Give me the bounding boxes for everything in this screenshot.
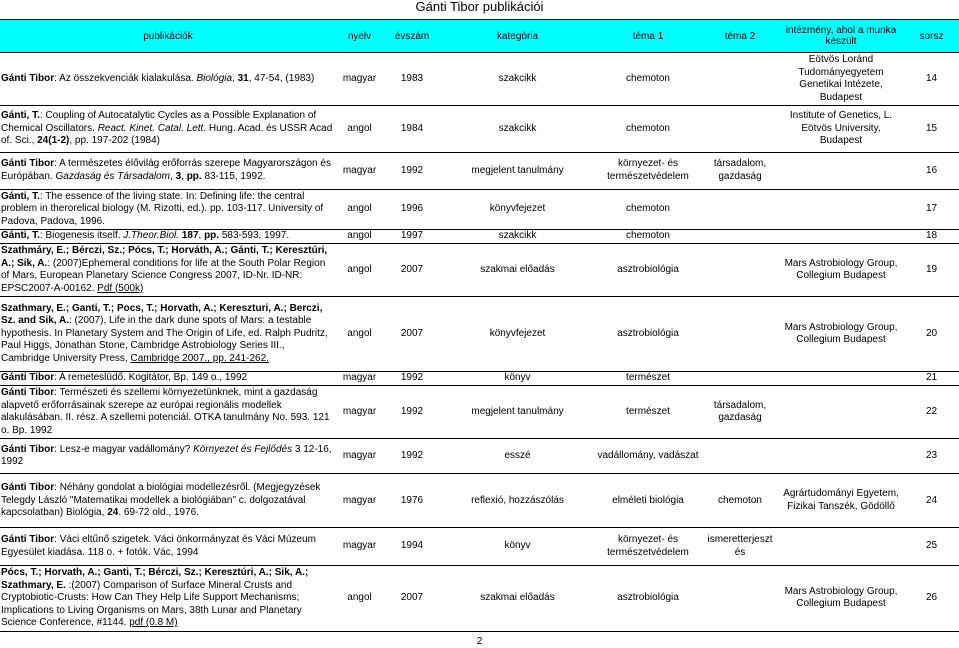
- institution-cell: [778, 386, 904, 439]
- publication-text: :(2007) Comparison of Surface Mineral Crusts and Cryptobiotic-Crusts: How Can They Help Life Support Mechanisms; Implications to Living Organisms on Mars, 38th Lunar and Planetary Science Conference, #1144.: [1, 579, 302, 629]
- serial-number-cell: 20: [925, 327, 938, 339]
- topic2-cell: chemoton: [718, 494, 762, 506]
- serial-number-cell: 17: [925, 203, 938, 215]
- publication-text: 83-115, 1992.: [201, 170, 266, 182]
- table-row: [0, 230, 959, 244]
- table-row: [0, 244, 959, 297]
- table-row: [0, 386, 959, 439]
- publication-authors: Gánti Tibor: [1, 443, 55, 455]
- topic1-cell: chemoton: [626, 72, 670, 84]
- publication-authors: pp.: [204, 230, 220, 242]
- institution-cell: [778, 152, 904, 189]
- category-cell: könyv: [504, 540, 531, 552]
- publication-text: : A természetes élővilág erőforrás szerepe Magyarországon és Európában.: [1, 158, 331, 182]
- publication-text: , pp. 197-202 (1984): [69, 135, 160, 147]
- year-cell: 2007: [400, 592, 424, 604]
- year-cell: 1997: [400, 230, 424, 242]
- topic2-cell: társadalom, gazdaság: [713, 399, 767, 424]
- topic2-cell: [702, 565, 778, 631]
- serial-number-cell: 23: [925, 450, 938, 462]
- topic2-cell: [702, 106, 778, 153]
- language-cell: angol: [347, 203, 372, 215]
- language-cell: magyar: [342, 494, 377, 506]
- topic1-cell: vadállomány, vadászat: [597, 450, 699, 462]
- language-cell: angol: [347, 263, 372, 275]
- table-row: [0, 106, 959, 153]
- publication-authors: Gánti, T.: [1, 230, 40, 242]
- col-header-evszam: évszám: [383, 20, 441, 53]
- publication-authors: 187: [181, 230, 199, 242]
- publication-authors: Szathmary, E.; Ganti, T.; Pocs, T.; Horvath, A.; Kereszturi, A.; Berczi, Sz. and Sik, A.: [1, 302, 323, 327]
- institution-cell: [778, 230, 904, 244]
- institution-cell: Mars Astrobiology Group, Collegium Budapest: [784, 321, 898, 346]
- col-header-kategoria: kategória: [441, 20, 594, 53]
- publication-text: 3 12-16, 1992: [1, 443, 332, 468]
- topic2-cell: [702, 244, 778, 297]
- publication-journal: Gazdaság és Társadalom: [55, 170, 171, 182]
- col-header-publikaciok: publikációk: [0, 20, 336, 53]
- topic2-cell: [702, 297, 778, 372]
- col-header-tema1: téma 1: [594, 20, 702, 53]
- topic2-cell: [702, 439, 778, 474]
- publication-authors: Gánti Tibor: [1, 387, 55, 399]
- table-row: [0, 565, 959, 631]
- publication-text: ,: [198, 230, 205, 242]
- year-cell: 1992: [400, 450, 424, 462]
- language-cell: magyar: [342, 405, 377, 417]
- table-row: [0, 297, 959, 372]
- topic1-cell: chemoton: [626, 122, 670, 134]
- publications-table: [0, 19, 959, 632]
- page-title: Gánti Tibor publikációi: [415, 0, 544, 14]
- publication-cell: [0, 386, 336, 439]
- pdf-link[interactable]: pdf (0.8 M): [129, 617, 178, 629]
- category-cell: szakmai előadás: [480, 592, 555, 604]
- publication-authors: 24: [107, 507, 119, 519]
- institution-cell: Mars Astrobiology Group, Collegium Budapest: [784, 585, 898, 610]
- publication-text: : The essence of the living state. In: Defining life: the central problem in therorelical biology (M. Rizotti, ed.). pp. 103-117. University of Padova, Padova, 1996.: [1, 190, 324, 227]
- publication-text: . 69-72 old., 1976.: [118, 507, 199, 519]
- language-cell: magyar: [342, 164, 377, 176]
- publication-cell: [0, 152, 336, 189]
- table-row: [0, 372, 959, 386]
- institution-cell: [778, 439, 904, 474]
- publication-cell: [0, 474, 336, 528]
- publication-text: : A remeteslüdő. Kogitátor, Bp. 149 o., 1992: [54, 372, 248, 384]
- language-cell: angol: [347, 592, 372, 604]
- publication-cell: [0, 528, 336, 565]
- category-cell: szakmai előadás: [480, 263, 555, 275]
- year-cell: 2007: [400, 263, 424, 275]
- language-cell: magyar: [342, 72, 377, 84]
- language-cell: magyar: [342, 540, 377, 552]
- table-row: [0, 474, 959, 528]
- publication-authors: Szathmáry, E.; Bérczi, Sz.; Pócs, T.; Horváth, A.; Gánti, T.; Keresztúri, A.; Sik, A.: [1, 245, 328, 269]
- table-row: [0, 528, 959, 565]
- year-cell: 2007: [400, 327, 424, 339]
- publication-text: ,: [181, 170, 187, 182]
- institution-cell: [778, 528, 904, 565]
- language-cell: magyar: [342, 372, 377, 384]
- table-row: [0, 190, 959, 230]
- topic2-cell: társadalom, gazdaság: [713, 158, 767, 182]
- publication-authors: Gánti Tibor: [1, 158, 55, 170]
- category-cell: könyvfejezet: [489, 203, 546, 215]
- language-cell: angol: [347, 230, 372, 242]
- publication-text: : (2007)Ephemeral conditions for life at the South Polar Region of Mars, European Planetary Science Congress 2007, ID-Nr. ID-NR: EPSC2007-A-00162.: [1, 257, 326, 294]
- pdf-link[interactable]: Pdf (500k): [97, 282, 144, 294]
- publication-text: ,: [232, 72, 238, 84]
- publication-journal: Környezet és Fejlődés: [193, 443, 293, 455]
- category-cell: megjelent tanulmány: [471, 405, 564, 417]
- publication-journal: React. Kinet. Catal. Lett: [97, 122, 204, 134]
- category-cell: könyvfejezet: [489, 327, 546, 339]
- serial-number-cell: 15: [925, 122, 938, 134]
- topic2-cell: ismeretterjeszt és: [707, 534, 773, 558]
- year-cell: 1976: [400, 494, 424, 506]
- topic1-cell: asztrobiológia: [617, 327, 679, 339]
- publication-cell: [0, 106, 336, 153]
- serial-number-cell: 14: [925, 72, 938, 84]
- category-cell: megjelent tanulmány: [471, 164, 564, 176]
- serial-number-cell: 24: [925, 494, 938, 506]
- category-cell: reflexió, hozzászólás: [471, 494, 564, 506]
- publication-authors: 31: [237, 72, 249, 84]
- serial-number-cell: 16: [925, 164, 938, 176]
- publication-text: : Coupling of Autocatalytic Cycles as a Possible Explanation of Chemical Oscillators.: [1, 110, 317, 134]
- publication-authors: Gánti Tibor: [1, 534, 55, 546]
- topic1-cell: asztrobiológia: [617, 263, 679, 275]
- header-row: [0, 20, 959, 53]
- serial-number-cell: 18: [925, 230, 938, 242]
- category-cell: szakcikk: [498, 230, 537, 242]
- publication-cell: [0, 244, 336, 297]
- institution-cell: Eötvös Loránd Tudományegyetem Genetikai Intézete, Budapest: [798, 54, 884, 103]
- publication-authors: Gánti Tibor: [1, 372, 55, 384]
- publication-text: . Hung. Acad. és USSR Acad of. Sci.,: [1, 122, 333, 147]
- category-cell: szakcikk: [498, 72, 537, 84]
- publication-authors: pp.: [186, 170, 202, 182]
- category-cell: esszé: [504, 450, 531, 462]
- publication-text: : Lesz-e magyar vadállomány?: [54, 443, 194, 455]
- publication-cell: [0, 439, 336, 474]
- year-cell: 1992: [400, 372, 424, 384]
- table-row: [0, 53, 959, 106]
- publication-text: : Természeti és szellemi környezetünknek, mint a gazdaság alapvető erőforrásainak szerepe az európai regionális modellek alakulásában. II. rész. A szellemi potenciál. OTKA tanulmány No. 593. 121 o. Bp. 1992: [1, 387, 330, 436]
- topic1-cell: asztrobiológia: [617, 592, 679, 604]
- publication-cell: [0, 230, 336, 244]
- publication-text: 583-593, 1997.: [219, 230, 290, 242]
- language-cell: magyar: [342, 450, 377, 462]
- year-cell: 1994: [400, 540, 424, 552]
- category-cell: könyv: [504, 372, 531, 384]
- year-cell: 1984: [400, 122, 424, 134]
- col-header-tema2: téma 2: [702, 20, 778, 53]
- publication-cell: [0, 372, 336, 386]
- language-cell: angol: [347, 122, 372, 134]
- topic1-cell: környezet- és természetvédelem: [607, 158, 689, 182]
- publication-authors: Pócs, T.; Horvath, A.; Ganti, T.; Bérczi, Sz.; Keresztúri, A.; Sik, A.; Szathmary, E.: [1, 567, 309, 591]
- year-cell: 1983: [400, 72, 424, 84]
- pdf-link[interactable]: Cambridge 2007., pp. 241-262.: [130, 352, 269, 364]
- institution-cell: Mars Astrobiology Group, Collegium Budapest: [784, 257, 898, 282]
- table-body: [0, 53, 959, 632]
- topic2-cell: [702, 372, 778, 386]
- publication-authors: 24(1-2): [37, 135, 70, 147]
- col-header-intezmeny: intézmény, ahol a munka készült: [778, 20, 904, 53]
- col-header-sorsz: sorsz: [904, 20, 959, 53]
- year-cell: 1992: [400, 164, 424, 176]
- publication-authors: Gánti, T.: [1, 190, 40, 202]
- publication-text: : Váci eltűnő szigetek. Váci önkormányzat és Váci Múzeum Egyesület kiadása. 118 o. + fotók. Vác, 1994: [1, 534, 316, 558]
- serial-number-cell: 21: [925, 372, 938, 384]
- publication-journal: Biológia: [196, 72, 233, 84]
- publication-authors: Gánti, T.: [1, 110, 40, 122]
- publication-text: , 47-54, (1983): [248, 72, 315, 84]
- institution-cell: Institute of Genetics, L. Eötvös University, Budapest: [789, 110, 893, 147]
- table-row: [0, 439, 959, 474]
- publication-text: ,: [170, 170, 176, 182]
- institution-cell: [778, 372, 904, 386]
- publication-journal: J.Theor.Biol.: [123, 230, 180, 242]
- publication-cell: [0, 53, 336, 106]
- publication-text: : (2007), Life in the dark dune spots of Mars: a testable hypothesis. In Planetary System and The Origin of Life, ed. Ralph Pudritz, Paul Higgs, Jonathan Stone, Cambridge Astrobiology Series III., Cambridge University Press,: [1, 315, 328, 364]
- publication-authors: Gánti Tibor: [1, 482, 55, 494]
- topic2-cell: [702, 53, 778, 106]
- institution-cell: [778, 190, 904, 230]
- serial-number-cell: 19: [925, 263, 938, 275]
- topic1-cell: környezet- és természetvédelem: [607, 534, 689, 558]
- topic2-cell: [702, 230, 778, 244]
- page-number: 2: [476, 636, 483, 647]
- publication-authors: 3: [175, 170, 182, 182]
- category-cell: szakcikk: [498, 122, 537, 134]
- serial-number-cell: 22: [925, 405, 938, 417]
- publication-text: : Biogenesis itself.: [39, 230, 124, 242]
- topic1-cell: chemoton: [626, 203, 670, 215]
- language-cell: angol: [347, 327, 372, 339]
- publication-text: : Az összekvenciák kialakulása.: [54, 72, 197, 84]
- topic1-cell: chemoton: [626, 230, 670, 242]
- year-cell: 1996: [400, 203, 424, 215]
- publication-cell: [0, 565, 336, 631]
- institution-cell: Agrártudományi Egyetem, Fizikai Tanszék, Gödöllő: [783, 488, 899, 512]
- year-cell: 1992: [400, 405, 424, 417]
- table-row: [0, 152, 959, 189]
- serial-number-cell: 25: [925, 540, 938, 552]
- topic1-cell: természet: [626, 405, 670, 417]
- col-header-nyelv: nyelv: [336, 20, 383, 53]
- publication-cell: [0, 297, 336, 372]
- topic1-cell: elméleti biológia: [612, 494, 684, 506]
- topic2-cell: [702, 190, 778, 230]
- serial-number-cell: 26: [925, 592, 938, 604]
- publication-text: : Néhány gondolat a biológiai modellezésről. (Megjegyzések Telegdy László "Matematikai modellek a biológiában" c. dolgozatával kapcsolatban) Biológia,: [1, 482, 321, 519]
- topic1-cell: természet: [626, 372, 670, 384]
- publication-cell: [0, 190, 336, 230]
- publication-authors: Gánti Tibor: [1, 72, 55, 84]
